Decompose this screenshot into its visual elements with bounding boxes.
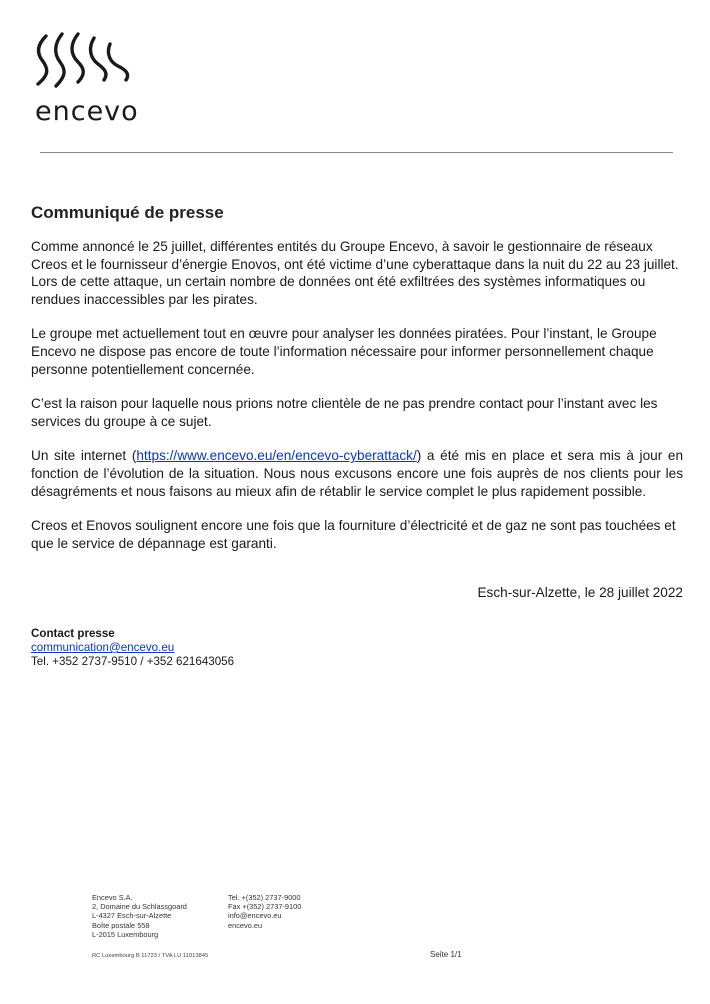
footer-address-line: Boîte postale 558: [92, 920, 150, 930]
footer-address: [92, 893, 187, 939]
contact-title: Contact presse: [31, 627, 115, 640]
footer-registry: RC Luxembourg B 11723 / TVA LU 11013845: [92, 953, 209, 959]
paragraph-4: [31, 447, 683, 500]
header-divider: [40, 152, 673, 153]
paragraph-4-before: Un site internet (: [31, 448, 137, 464]
dateline: Esch-sur-Alzette, le 28 juillet 2022: [477, 585, 683, 600]
page-number: Seite 1/1: [430, 950, 462, 959]
cyberattack-info-link[interactable]: https://www.encevo.eu/en/encevo-cyberattack/: [136, 448, 417, 464]
contact-phone: Tel. +352 2737-9510 / +352 621643056: [31, 655, 235, 668]
footer-address-line: Encevo S.A.: [92, 893, 133, 902]
footer-contacts: [228, 893, 301, 930]
logo-wordmark: encevo: [35, 96, 139, 127]
page-title: Communiqué de presse: [31, 203, 224, 222]
footer-address-line: L-2015 Luxembourg: [92, 929, 159, 939]
paragraph-1: Comme annoncé le 25 juillet, différentes entités du Groupe Encevo, à savoir le gestionnaire de réseaux Creos et le fournisseur d’énergie Enovos, ont été victime d’une cyberattaque dans la nuit du 22 au 23 juillet. Lors de cette attaque, un certain nombre de données ont été exfiltrées des systèmes informatiques ou rendues inaccessibles par les pirates.: [31, 239, 679, 307]
encevo-wave-icon: [30, 30, 150, 94]
footer-address-line: 2, Domaine du Schlassgoard: [92, 902, 187, 912]
paragraph-3: C’est la raison pour laquelle nous prions notre clientèle de ne pas prendre contact pour l’instant avec les services du groupe à ce sujet.: [31, 396, 658, 429]
footer-contact-line: Tel. +(352) 2737-9000: [228, 893, 301, 902]
press-release-body: [31, 238, 683, 569]
paragraph-2: Le groupe met actuellement tout en œuvre pour analyser les données piratées. Pour l’instant, le Groupe Encevo ne dispose pas encore de toute l’information nécessaire pour informer personnellement chaque personne potentiellement concernée.: [31, 326, 657, 377]
paragraph-4-after: ) a été mis en place et sera mis à jour en fonction de l’évolution de la situation. Nous nous excusons encore une fois auprès de nos clients pour les désagréments et nous faisons au mieux afin de rétablir le service complet le plus rapidement possible.: [31, 448, 684, 499]
footer-contact-line: info@encevo.eu: [228, 911, 282, 921]
footer-contact-line: encevo.eu: [228, 920, 263, 930]
contact-email-link[interactable]: communication@encevo.eu: [31, 641, 175, 654]
paragraph-5: Creos et Enovos soulignent encore une fois que la fourniture d’électricité et de gaz ne sont pas touchées et que le service de dépannage est garanti.: [31, 518, 676, 551]
footer-contact-line: Fax +(352) 2737-9100: [228, 902, 302, 912]
footer-address-line: L-4327 Esch-sur-Alzette: [92, 911, 172, 921]
encevo-logo: [30, 30, 160, 130]
press-contact: [31, 627, 234, 669]
